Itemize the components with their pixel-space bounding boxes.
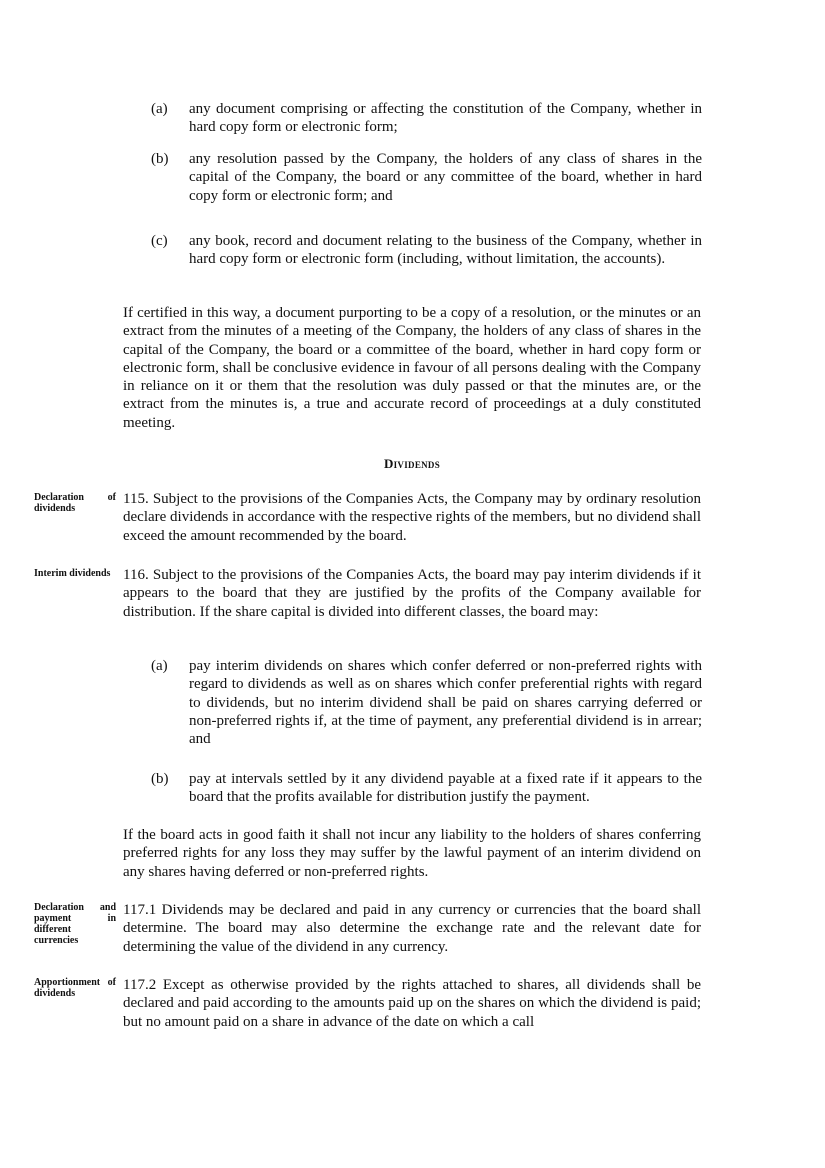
margin-note-apportionment-of-dividends: Apportionment of dividends (34, 977, 116, 999)
list-item-text: pay interim dividends on shares which confer deferred or non-preferred rights with regard to dividends as well as on shares which confer preferential rights with regard to dividends, but no interim dividend shall be paid on shares carrying deferred or non-preferred rights if, at the time of payment, any preferential dividend is in arrear; and (189, 658, 702, 748)
list-item-text: any resolution passed by the Company, the holders of any class of shares in the capital of the Company, the board or any committee of the board, whether in hard copy form or electronic form; and (189, 151, 702, 204)
article-117-1: 117.1 Dividends may be declared and paid in any currency or currencies that the board shall determine. The board may also determine the exchange rate and the relevant date for determining the value of the dividend in any currency. (123, 902, 701, 955)
list-item-text: any book, record and document relating to the business of the Company, whether in hard copy form or electronic form (including, without limitation, the accounts). (189, 233, 702, 268)
list-item-b (151, 150, 702, 205)
margin-note-declaration-and-payment: Declaration and payment in different currencies (34, 902, 116, 946)
margin-note-interim-dividends: Interim dividends (34, 568, 111, 579)
section-heading: Dividends (383, 456, 441, 471)
article-117-2: 117.2 Except as otherwise provided by the rights attached to shares, all dividends shall be declared and paid according to the amounts paid up on the shares on which the dividend is paid; but no amount paid on a share in advance of the date on which a call (123, 977, 701, 1030)
article-116-list-item-a (151, 657, 702, 748)
list-item-text: pay at intervals settled by it any dividend payable at a fixed rate if it appears to the board that the profits available for distribution justify the payment. (189, 771, 702, 806)
list-item-label: (a) (151, 658, 168, 674)
list-item-label: (b) (151, 771, 169, 787)
list-item-label: (a) (151, 101, 168, 117)
article-115: 115. Subject to the provisions of the Companies Acts, the Company may by ordinary resolution declare dividends in accordance with the respective rights of the members, but no dividend shall exceed the amount recommended by the board. (123, 491, 701, 544)
list-item-c (151, 232, 702, 269)
article-116-list-item-b (151, 770, 702, 807)
certified-paragraph: If certified in this way, a document purporting to be a copy of a resolution, or the minutes or an extract from the minutes of a meeting of the Company, the holders of any class of shares in the capital of the Company, the board or a committee of the board, whether in hard copy form or electronic form, shall be conclusive evidence in favour of all persons dealing with the Company in reliance on it or them that the resolution was duly passed or that the minutes are, or the extract from the minutes is, a true and accurate record of proceedings at a duly constituted meeting. (123, 305, 701, 431)
list-item-label: (c) (151, 233, 168, 249)
article-116-closing: If the board acts in good faith it shall not incur any liability to the holders of shares conferring preferred rights for any loss they may suffer by the lawful payment of an interim dividend on any shares having deferred or non-preferred rights. (123, 827, 701, 880)
article-116: 116. Subject to the provisions of the Companies Acts, the board may pay interim dividends if it appears to the board that they are justified by the profits of the Company available for distribution. If the share capital is divided into different classes, the board may: (123, 567, 701, 620)
margin-note-declaration-of-dividends: Declaration of dividends (34, 492, 116, 514)
list-item-a (151, 100, 702, 137)
list-item-text: any document comprising or affecting the constitution of the Company, whether in hard copy form or electronic form; (189, 101, 702, 136)
list-item-label: (b) (151, 151, 169, 167)
